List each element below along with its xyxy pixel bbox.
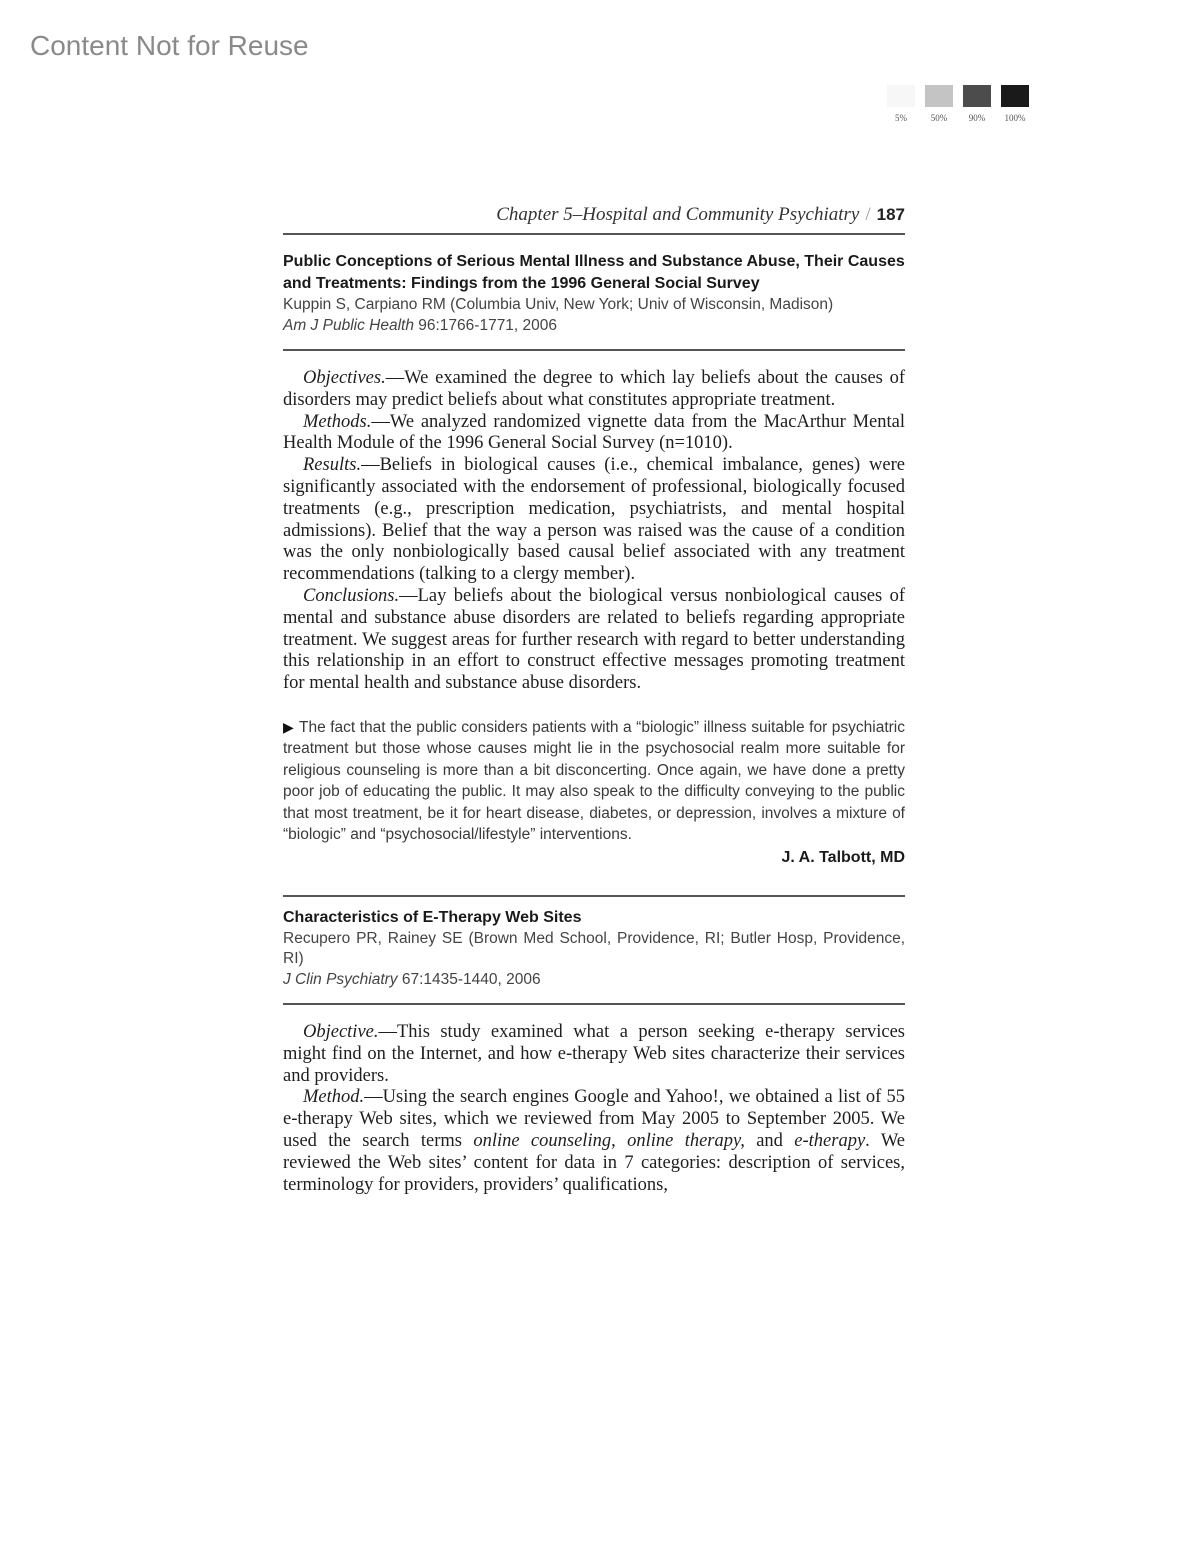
section-text: —Using the search engines Google and Yahoo!, we obtained a list of 55 e-therapy Web sites, which we reviewed from May 2005 to September 2005. We used the search terms [283,1087,905,1151]
separator: / [865,204,871,225]
swatch-box [887,85,915,107]
section-label: Conclusions. [303,585,400,606]
swatch-box [1001,85,1029,107]
section-text: —We analyzed randomized vignette data from the MacArthur Mental Health Module of the 1996 General Social Survey (n=1010). [283,411,905,454]
editorial-comment [283,717,905,846]
abstract-results [283,455,905,586]
section-text: —Lay beliefs about the biological versus nonbiological causes of mental and substance abuse disorders are related to beliefs regarding appropriate treatment. We suggest areas for further research with regard to better understanding this relationship in an effort to construct effective messages promoting treatment for mental health and substance abuse disorders. [283,585,905,694]
search-term: online counseling [473,1130,612,1151]
article-1-header [283,235,905,351]
comment-signature: J. A. Talbott, MD [781,848,905,866]
article-2-abstract [283,1022,905,1196]
search-term: e-therapy [794,1130,866,1151]
section-text: . We reviewed the Web sites’ content for data in 7 categories: description of services, terminology for providers, providers’ qualifications, [283,1130,906,1195]
abstract-methods [283,412,905,456]
article-2-volume: 67:1435-1440, 2006 [397,970,541,988]
section-text: —Beliefs in biological causes (i.e., chemical imbalance, genes) were significantly associated with the endorsement of professional, biologically focused treatments (e.g., prescription medication, psychiatrists, and mental hospital admissions). Belief that the way a person was raised was the cause of a condition was the only nonbiologically based causal belief associated with any treatment recommendations (talking to a clergy member). [283,455,905,585]
article-1-title: Public Conceptions of Serious Mental Illness and Substance Abuse, Their Causes and Treatments: Findings from the 1996 General Social Survey [283,253,905,292]
article-1-volume: 96:1766-1771, 2006 [413,317,558,334]
swatch-box [963,85,991,107]
article-1-authors: Kuppin S, Carpiano RM (Columbia Univ, New York; Univ of Wisconsin, Madison) [283,296,834,313]
triangle-bullet-icon: ▶ [283,718,294,735]
abstract-conclusions [283,586,905,695]
section-text: —This study examined what a person seeking e-therapy services might find on the Internet, and how e-therapy Web sites characterize their services and providers. [283,1021,905,1086]
article-2-header [283,897,905,1005]
section-label: Results. [303,455,362,476]
swatch [1000,85,1030,123]
article-1-citation [283,315,905,337]
swatch-label: 90% [968,113,986,123]
section-label: Objectives. [303,368,386,388]
abstract-method [283,1087,905,1196]
swatch [886,85,916,123]
search-term: online therapy, [627,1130,745,1151]
section-label: Method. [303,1087,365,1108]
page-content [283,204,905,1196]
swatch-label: 50% [930,113,948,123]
section-text: —We examined the degree to which lay beliefs about the causes of disorders may predict beliefs about what constitutes appropriate treatment. [283,368,905,410]
article-1-journal: Am J Public Health [283,317,414,334]
abstract-objectives [283,368,905,412]
page-number: 187 [876,205,905,224]
article-2-journal: J Clin Psychiatry [283,970,398,988]
article-2-title: Characteristics of E-Therapy Web Sites [283,908,582,926]
swatch-box [925,85,953,107]
abstract-objective [283,1022,905,1087]
swatch [924,85,954,123]
swatch-label: 100% [1004,113,1026,123]
section-label: Objective. [303,1021,379,1042]
watermark: Content Not for Reuse [30,30,309,61]
article-2-citation [283,969,905,991]
swatch-label: 5% [895,113,907,123]
comment-text: The fact that the public considers patients with a “biologic” illness suitable for psychiatric treatment but those whose causes might lie in the psychosocial realm more suitable for religious counseling is more than a bit disconcerting. Once again, we have done a pretty poor job of educating the public. It may also speak to the difficulty conveying to the public that most treatment, be it for heart disease, diabetes, or depression, involves a mixture of “biologic” and “psychosocial/lifestyle” interventions. [283,718,905,844]
article-2-authors: Recupero PR, Rainey SE (Brown Med School, Providence, RI; Butler Hosp, Providence, RI) [283,929,905,967]
gray-scale-swatches [886,85,1030,123]
running-head [283,204,905,235]
article-1-abstract [283,368,905,695]
term-separator: and [744,1130,795,1151]
chapter-title: Chapter 5–Hospital and Community Psychiatry [496,204,860,225]
term-separator: , [611,1130,628,1151]
section-label: Methods. [303,411,372,432]
swatch [962,85,992,123]
